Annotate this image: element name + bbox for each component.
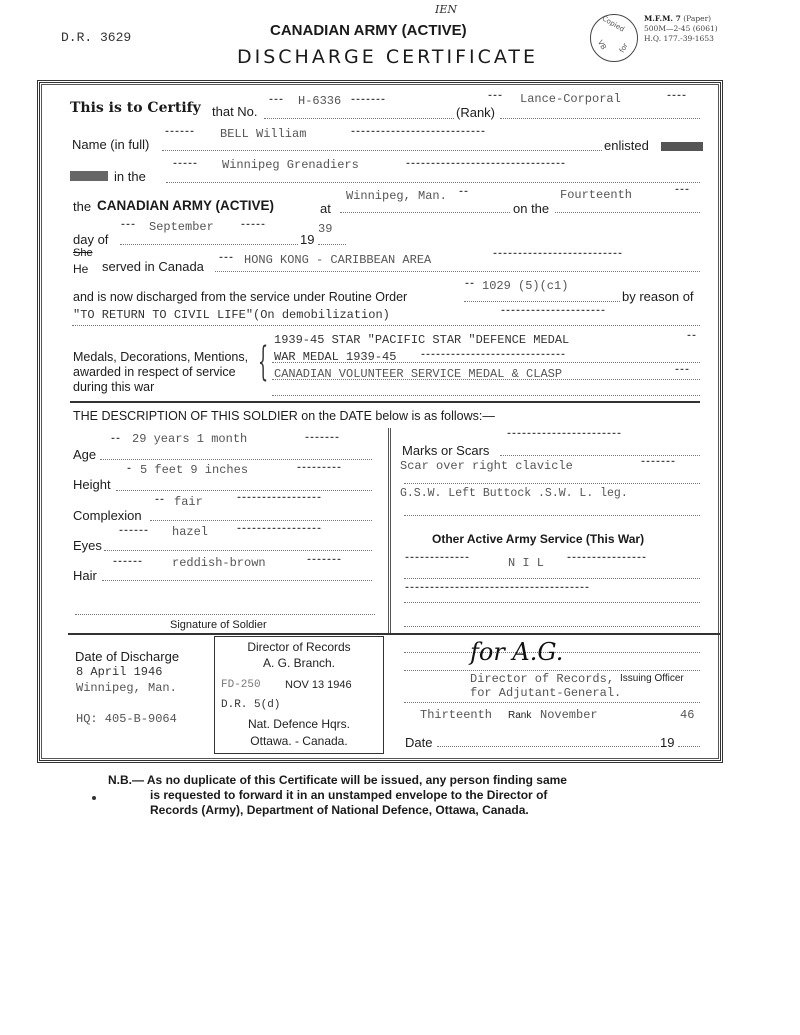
form-print-run: 500M—2-45 (6061) bbox=[644, 24, 718, 33]
dash-filler: --- bbox=[268, 95, 284, 106]
on-the-label: on the bbox=[513, 201, 550, 216]
army-title: CANADIAN ARMY (ACTIVE) bbox=[270, 22, 467, 39]
name-label: Name (in full) bbox=[72, 137, 150, 152]
medal-line-1: 1939-45 STAR "PACIFIC STAR "DEFENCE MEDAL bbox=[274, 333, 570, 347]
issuer-line-2: for Adjutant-General. bbox=[470, 686, 622, 700]
enlisted-label: enlisted bbox=[604, 138, 649, 153]
dash-filler: -- bbox=[458, 187, 469, 198]
day-of-label: day of bbox=[73, 232, 109, 247]
dash-filler: ------------------------------------- bbox=[404, 583, 590, 594]
pronoun-he: He bbox=[73, 262, 89, 276]
brace-icon: { bbox=[258, 339, 269, 385]
service-number: H-6336 bbox=[298, 94, 342, 108]
nb-label: N.B.— bbox=[108, 773, 144, 787]
dash-filler: --- bbox=[218, 253, 234, 264]
dash-filler: -------------------------- bbox=[492, 249, 623, 260]
issue-year: 46 bbox=[680, 708, 695, 722]
enlist-place: Winnipeg, Man. bbox=[346, 189, 447, 203]
fd-reference: FD-250 bbox=[221, 679, 261, 691]
dash-filler: -- bbox=[464, 279, 475, 290]
dash-filler: ----- bbox=[172, 159, 198, 170]
discharge-date: 8 April 1946 bbox=[76, 665, 163, 679]
dr-reference: D.R. 5(d) bbox=[221, 699, 281, 711]
in-the-label: in the bbox=[114, 169, 146, 184]
service-area: HONG KONG - CARIBBEAN AREA bbox=[244, 253, 432, 267]
age-label: Age bbox=[73, 447, 97, 462]
marks-line-2: G.S.W. Left Buttock .S.W. L. leg. bbox=[400, 487, 628, 500]
copied-stamp-line2: for bbox=[617, 41, 630, 55]
enlist-month: September bbox=[149, 220, 214, 234]
stamp-line-3: Nat. Defence Hqrs. bbox=[247, 717, 351, 731]
rank-label-bottom: Rank bbox=[508, 710, 532, 721]
medals-label-line2: awarded in respect of service bbox=[73, 365, 236, 379]
stamp-line-2: A. G. Branch. bbox=[262, 656, 336, 670]
soldier-name: BELL William bbox=[220, 127, 307, 141]
unit-name: Winnipeg Grenadiers bbox=[222, 158, 359, 172]
notice-line-1: As no duplicate of this Certificate will be issued, any person finding same bbox=[146, 773, 567, 787]
dash-filler: ------- bbox=[350, 95, 386, 106]
height-value: 5 feet 9 inches bbox=[140, 463, 249, 477]
discharged-label: and is now discharged from the service under Routine Order bbox=[73, 290, 408, 304]
date-label: Date bbox=[405, 735, 433, 750]
dr-number: D.R. 3629 bbox=[61, 30, 132, 45]
eyes-value: hazel bbox=[172, 525, 209, 539]
signature-of-soldier-label: Signature of Soldier bbox=[170, 619, 267, 631]
dash-filler: ----------------- bbox=[236, 493, 322, 504]
form-code: M.F.M. 7 bbox=[644, 14, 681, 23]
stamp-line-4: Ottawa. - Canada. bbox=[250, 734, 348, 748]
document-title: DISCHARGE CERTIFICATE bbox=[237, 46, 539, 68]
issuer-line-1: Director of Records, bbox=[470, 672, 615, 686]
dash-filler: ------- bbox=[306, 555, 342, 566]
form-paper: (Paper) bbox=[683, 14, 712, 23]
issue-day: Thirteenth bbox=[420, 708, 493, 722]
dash-filler: ------------- bbox=[404, 553, 470, 564]
stamp-line-1: Director of Records bbox=[247, 640, 351, 654]
dash-filler: ------- bbox=[304, 433, 340, 444]
stamp-date: NOV 13 1946 bbox=[285, 679, 352, 691]
issuing-officer-signature: for A.G. bbox=[470, 638, 564, 666]
height-label: Height bbox=[73, 477, 111, 492]
hair-value: reddish-brown bbox=[172, 556, 266, 570]
rank-label: (Rank) bbox=[456, 105, 496, 120]
other-service-heading: Other Active Army Service (This War) bbox=[432, 532, 645, 546]
dash-filler: ----- bbox=[240, 220, 266, 231]
dash-filler: - bbox=[126, 464, 132, 475]
issue-month: November bbox=[540, 708, 598, 722]
medals-label-line3: during this war bbox=[73, 380, 155, 394]
director-of-records-stamp bbox=[214, 636, 384, 754]
dash-filler: --- bbox=[120, 220, 136, 231]
issuing-officer-label: Issuing Officer bbox=[620, 673, 684, 684]
rank-value: Lance-Corporal bbox=[520, 92, 621, 106]
medal-line-2: WAR MEDAL 1939-45 bbox=[274, 350, 397, 364]
dot-mark bbox=[92, 796, 96, 800]
dash-filler: ------- bbox=[640, 457, 676, 468]
dash-filler: ------ bbox=[112, 557, 143, 568]
dash-filler: -- bbox=[110, 434, 121, 445]
hq-reference: HQ: 405-B-9064 bbox=[76, 712, 177, 726]
dash-filler: --------------------------- bbox=[350, 127, 486, 138]
medals-label-line1: Medals, Decorations, Mentions, bbox=[73, 350, 249, 364]
notice-line-2: is requested to forward it in an unstamped envelope to the Director of bbox=[150, 788, 548, 802]
army-active-label: CANADIAN ARMY (ACTIVE) bbox=[97, 198, 274, 213]
notice-line-3: Records (Army), Department of National Defence, Ottawa, Canada. bbox=[150, 803, 529, 817]
handwritten-note: IEN bbox=[435, 3, 457, 16]
served-label: served in Canada bbox=[102, 259, 204, 274]
the-label: the bbox=[73, 199, 92, 214]
date-year-prefix: 19 bbox=[660, 735, 675, 750]
dash-filler: --------------------- bbox=[500, 306, 606, 317]
dash-filler: -- bbox=[686, 331, 697, 342]
marks-label: Marks or Scars bbox=[402, 443, 490, 458]
form-meta bbox=[644, 14, 718, 44]
redacted-mark bbox=[661, 142, 703, 151]
routine-order: 1029 (5)(c1) bbox=[482, 279, 569, 293]
dash-filler: ------ bbox=[118, 526, 149, 537]
dash-filler: ---------------- bbox=[566, 553, 647, 564]
medals-label bbox=[73, 350, 248, 395]
that-no-label: that No. bbox=[212, 104, 258, 119]
marks-line-1: Scar over right clavicle bbox=[400, 459, 573, 473]
dash-filler: -- bbox=[154, 495, 165, 506]
discharge-reason: "TO RETURN TO CIVIL LIFE"(On demobilization) bbox=[73, 308, 390, 322]
copied-stamp-icon bbox=[590, 14, 638, 62]
notice bbox=[108, 773, 567, 818]
date-of-discharge-label: Date of Discharge bbox=[75, 649, 180, 664]
redacted-mark bbox=[70, 171, 108, 181]
dash-filler: --- bbox=[674, 365, 690, 376]
enlist-day: Fourteenth bbox=[560, 188, 633, 202]
year-prefix: 19 bbox=[300, 232, 315, 247]
description-heading: THE DESCRIPTION OF THIS SOLDIER on the DATE below is as follows:— bbox=[73, 409, 495, 423]
copied-stamp-initials: VB bbox=[595, 38, 608, 52]
hair-label: Hair bbox=[73, 568, 97, 583]
dash-filler: --- bbox=[487, 91, 503, 102]
other-service-value: N I L bbox=[508, 556, 545, 570]
dash-filler: --------- bbox=[296, 463, 342, 474]
copied-stamp-line1: Copied bbox=[600, 14, 626, 34]
section-divider bbox=[70, 401, 700, 403]
dash-filler: -------------------------------- bbox=[405, 159, 566, 170]
by-reason-label: by reason of bbox=[622, 289, 694, 304]
dash-filler: ---- bbox=[666, 91, 687, 102]
enlist-year: 39 bbox=[318, 222, 333, 236]
dash-filler: --- bbox=[674, 185, 690, 196]
age-value: 29 years 1 month bbox=[132, 432, 248, 446]
dash-filler: ------ bbox=[164, 127, 195, 138]
pronoun-she: She bbox=[73, 247, 93, 259]
form-hq-ref: H.Q. 177.-39-1653 bbox=[644, 34, 714, 43]
certify-heading: This is to Certify bbox=[70, 100, 201, 116]
dash-filler: ----------------- bbox=[236, 524, 322, 535]
section-divider bbox=[68, 633, 721, 635]
medal-line-3: CANADIAN VOLUNTEER SERVICE MEDAL & CLASP bbox=[274, 367, 563, 381]
eyes-label: Eyes bbox=[73, 538, 102, 553]
discharge-place: Winnipeg, Man. bbox=[76, 681, 177, 695]
complexion-value: fair bbox=[174, 495, 203, 509]
at-label: at bbox=[320, 201, 331, 216]
column-divider bbox=[388, 428, 391, 633]
complexion-label: Complexion bbox=[73, 508, 142, 523]
dash-filler: ----------------------- bbox=[506, 429, 622, 440]
dash-filler: ----------------------------- bbox=[420, 350, 566, 361]
